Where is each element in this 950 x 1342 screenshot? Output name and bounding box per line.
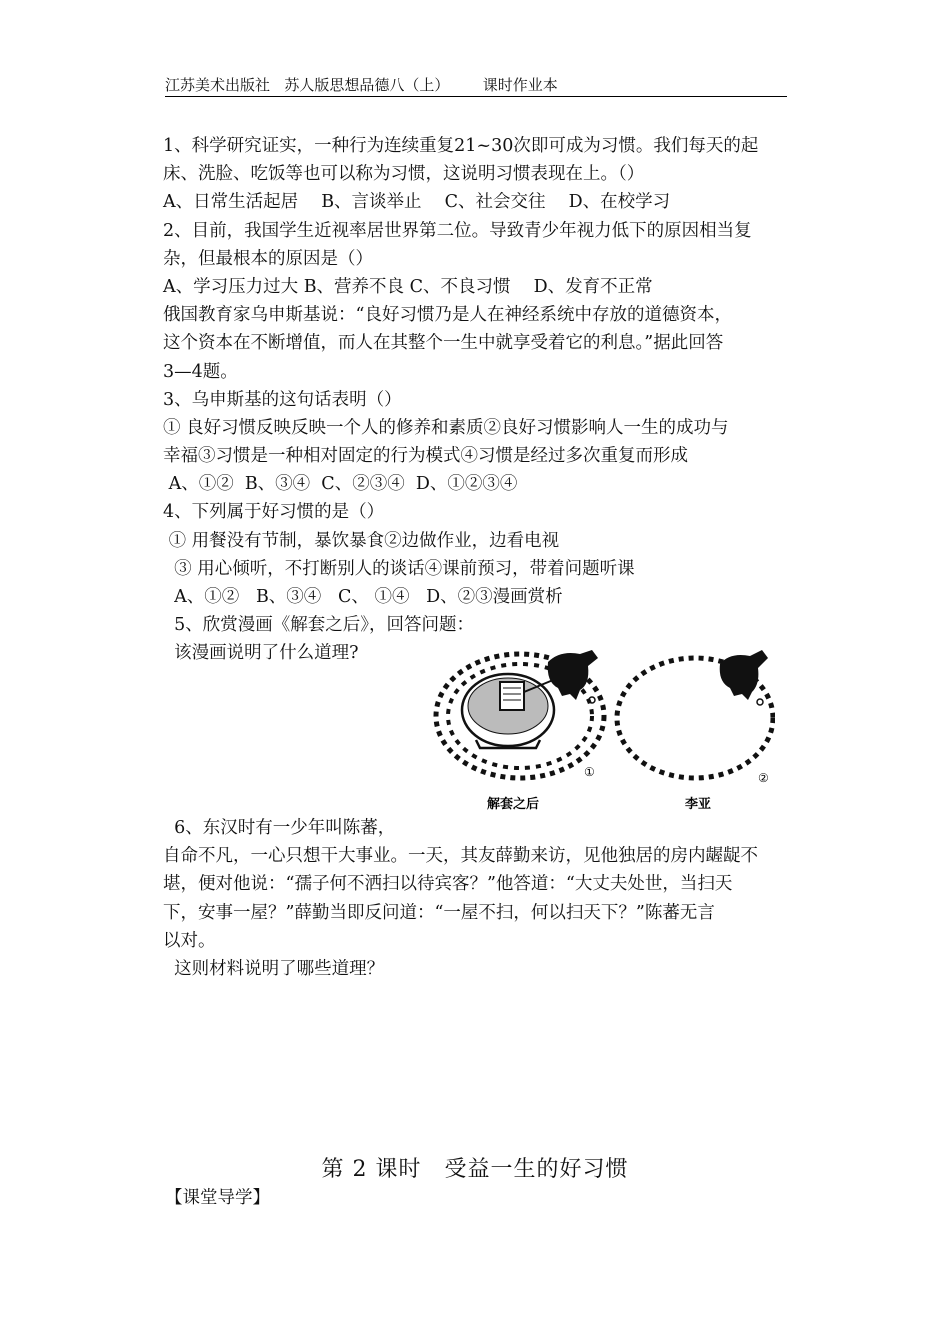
- text-line: ① 用餐没有节制，暴饮暴食②边做作业，边看电视: [163, 530, 560, 551]
- text-line: 自命不凡，一心只想干大事业。一天，其友薛勤来访，见他独居的房内龌龊不: [163, 846, 758, 867]
- text-line: 下，安事一屋？”薛勤当即反问道：“一屋不扫，何以扫天下？”陈蕃无言: [163, 902, 715, 923]
- text-line: 这个资本在不断增值，而人在其整个一生中就享受着它的利息。”据此回答: [163, 333, 724, 354]
- text-line: 5、欣赏漫画《解套之后》，回答问题：: [163, 615, 475, 636]
- lesson-title: 第 2 课时 受益一生的好习惯: [321, 1157, 629, 1182]
- text-line: 这则材料说明了哪些道理？: [163, 958, 385, 979]
- text-line: 4、下列属于好习惯的是（）: [163, 502, 385, 523]
- text-line: ③ 用心倾听，不打断别人的谈话④课前预习，带着问题听课: [163, 558, 635, 579]
- cartoon-number-1: ①: [584, 765, 595, 779]
- text-line: ① 良好习惯反映反映一个人的修养和素质②良好习惯影响人一生的成功与: [163, 417, 729, 438]
- cartoon-caption-left: 解套之后: [487, 797, 540, 812]
- cartoon-number-2: ②: [758, 771, 769, 785]
- text-line: A、①② B、③④ C、②③④ D、①②③④: [163, 474, 518, 495]
- text-line: 2、目前，我国学生近视率居世界第二位。导致青少年视力低下的原因相当复: [163, 220, 752, 241]
- text-line: 俄国教育家乌申斯基说：“良好习惯乃是人在神经系统中存放的道德资本，: [163, 305, 732, 326]
- text-line: A、日常生活起居 B、言谈举止 C、社会交往 D、在校学习: [163, 192, 671, 213]
- text-line: 该漫画说明了什么道理?: [163, 643, 359, 664]
- questions-block-1: [163, 132, 793, 668]
- questions-block-2: [163, 814, 793, 983]
- text-line: 3、乌申斯基的这句话表明（）: [163, 389, 402, 410]
- header-publisher: 江苏美术出版社: [165, 76, 271, 94]
- text-line: 以对。: [163, 930, 216, 951]
- page-header: [165, 74, 787, 97]
- text-line: 堪，便对他说：“孺子何不洒扫以待宾客？”他答道：“大丈夫处世，当扫天: [163, 874, 733, 895]
- header-book: 苏人版思想品德八（上）: [284, 76, 450, 94]
- text-line: 床、洗脸、吃饭等也可以称为习惯，这说明习惯表现在上。（）: [163, 164, 645, 185]
- text-line: 6、东汉时有一少年叫陈蕃，: [163, 818, 396, 838]
- text-line: 幸福③习惯是一种相对固定的行为模式④习惯是经过多次重复而形成: [163, 446, 688, 467]
- text-line: 1、科学研究证实，一种行为连续重复21~30次即可成为习惯。我们每天的起: [163, 136, 759, 156]
- text-line: 杂，但最根本的原因是（）: [163, 248, 373, 269]
- text-line: A、①② B、③④ C、 ①④ D、②③漫画赏析: [163, 587, 563, 607]
- text-line: 3—4题。: [163, 361, 238, 382]
- cartoon-illustration: [430, 644, 775, 816]
- text-line: A、学习压力过大 B、营养不良 C、不良习惯 D、发育不正常: [163, 276, 653, 297]
- section-heading: 【课堂导学】: [165, 1188, 270, 1208]
- cartoon-caption-right: 李亚: [685, 797, 712, 812]
- header-workbook: 课时作业本: [482, 76, 558, 94]
